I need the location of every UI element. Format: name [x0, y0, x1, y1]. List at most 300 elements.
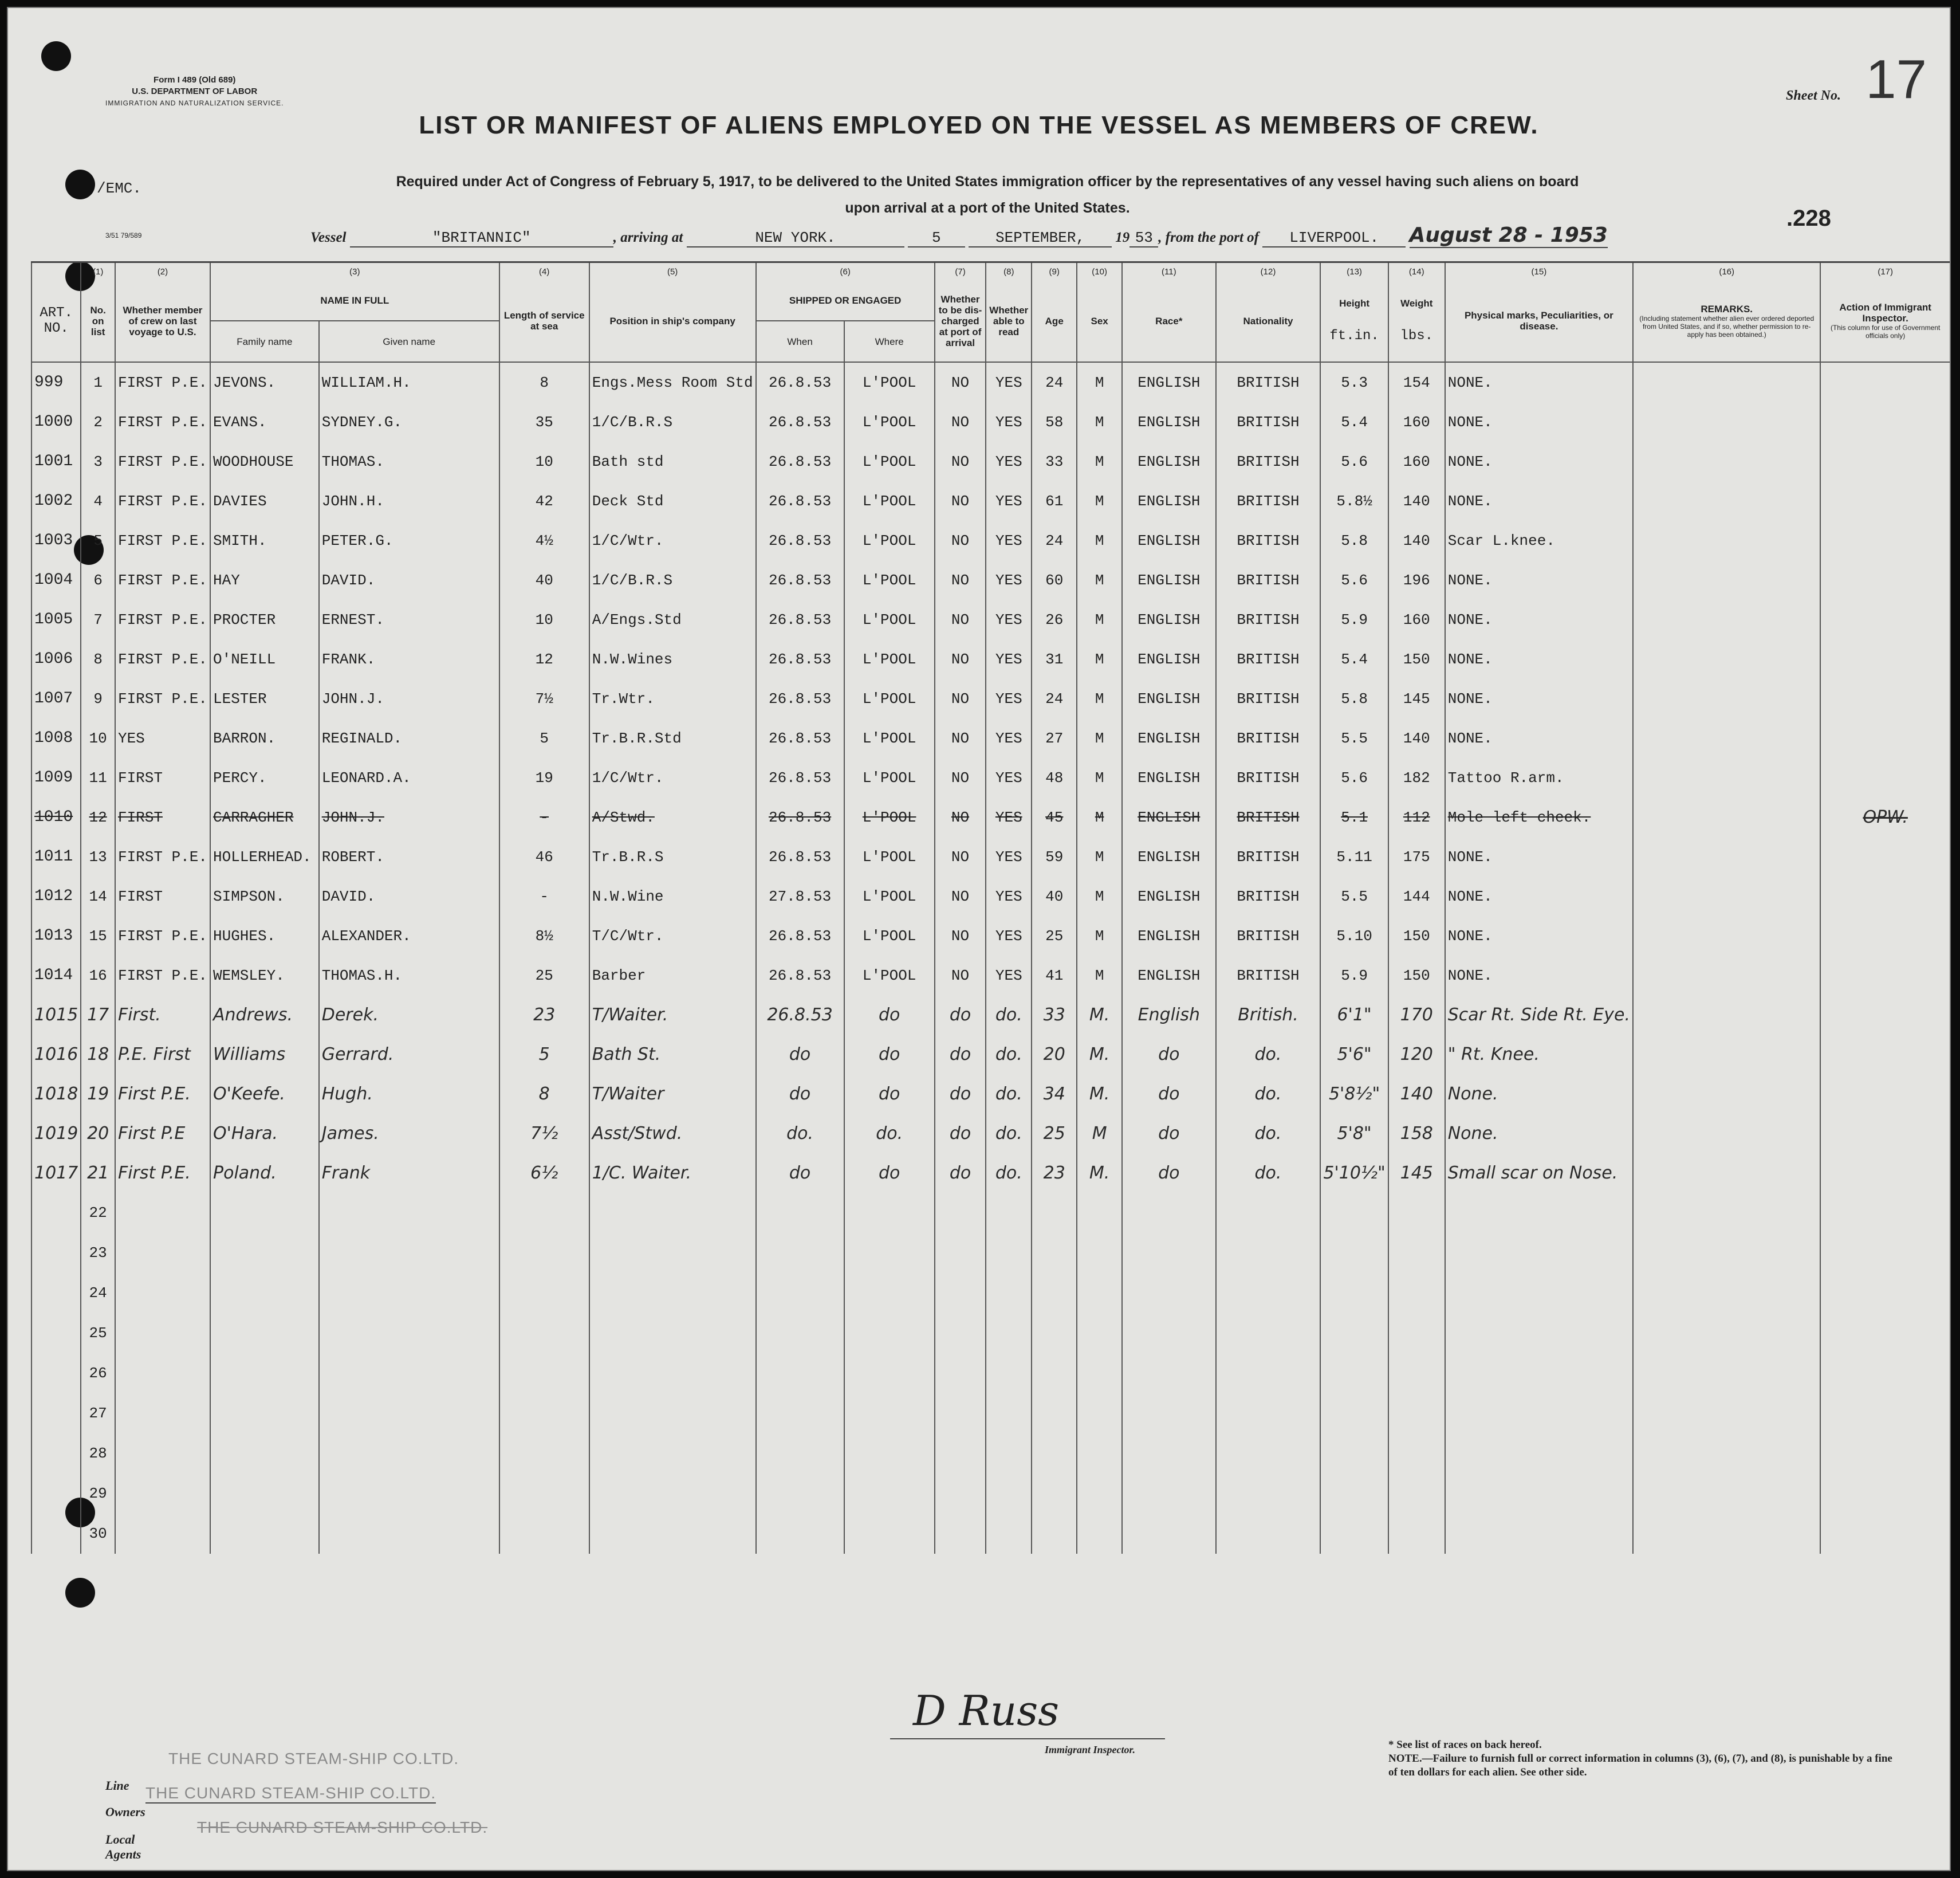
cell-shipped-where: do: [844, 1153, 935, 1193]
cell-empty: [1445, 1353, 1633, 1393]
cell-given-name: JOHN.H.: [319, 481, 499, 521]
cell-family-name: DAVIES: [210, 481, 319, 521]
owners-label: Owners: [105, 1805, 145, 1819]
cell-empty: [210, 1353, 319, 1393]
cell-weight: 145: [1388, 679, 1445, 718]
cell-empty: [1077, 1353, 1122, 1393]
cell-empty: [1388, 1474, 1445, 1514]
cell-race: do: [1122, 1074, 1216, 1114]
cell-empty: [1032, 1193, 1077, 1233]
header-remarks-label: REMARKS.: [1701, 303, 1753, 315]
cell-nationality: British.: [1216, 995, 1321, 1035]
cell-empty: [844, 1233, 935, 1273]
cell-given-name: Frank: [319, 1153, 499, 1193]
cell-race: ENGLISH: [1122, 718, 1216, 758]
cell-race: ENGLISH: [1122, 679, 1216, 718]
col-num-6: (6): [756, 262, 935, 281]
cell-age: 24: [1032, 679, 1077, 718]
cell-empty: [319, 1233, 499, 1273]
cell-action: [1820, 600, 1950, 639]
cell-given-name: James.: [319, 1114, 499, 1153]
cell-list-no: 3: [81, 442, 115, 481]
agents-stamp: THE CUNARD STEAM-SHIP CO.LTD.: [197, 1818, 488, 1836]
cell-family-name: LESTER: [210, 679, 319, 718]
table-row: [32, 718, 1950, 758]
cell-empty: [756, 1313, 844, 1353]
cell-list-no: 4: [81, 481, 115, 521]
header-age: Age: [1032, 280, 1077, 362]
cell-height: 5.3: [1320, 362, 1388, 402]
cell-race: ENGLISH: [1122, 560, 1216, 600]
cell-empty: [1633, 1313, 1820, 1353]
subtitle-line-2: upon arrival at a port of the United States.: [845, 200, 1130, 216]
cell-nationality: BRITISH: [1216, 956, 1321, 995]
cell-able-read: do.: [986, 1153, 1032, 1193]
cell-length-service: 10: [499, 442, 589, 481]
col-num-10: (10): [1077, 262, 1122, 281]
cell-empty: [32, 1353, 81, 1393]
cell-empty: [1320, 1393, 1388, 1433]
departure-port: LIVERPOOL.: [1262, 229, 1406, 247]
header-physical-marks: Physical marks, Peculiarities, or disease.: [1445, 280, 1633, 362]
cell-given-name: DAVID.: [319, 560, 499, 600]
cell-empty: [1320, 1193, 1388, 1233]
cell-sex: M.: [1077, 1153, 1122, 1193]
cell-empty: [1320, 1233, 1388, 1273]
table-row: [32, 877, 1950, 916]
cell-able-read: YES: [986, 877, 1032, 916]
cell-able-read: do.: [986, 1114, 1032, 1153]
cell-nationality: BRITISH: [1216, 521, 1321, 560]
cell-position: N.W.Wine: [589, 877, 756, 916]
cell-art-no: 1008: [32, 718, 81, 758]
cell-discharged: do: [935, 1035, 986, 1074]
cell-position: Engs.Mess Room Std: [589, 362, 756, 402]
cell-discharged: NO: [935, 402, 986, 442]
header-when: When: [756, 321, 844, 362]
cell-empty: [844, 1273, 935, 1313]
cell-empty: [1077, 1514, 1122, 1554]
form-identifier: [105, 74, 284, 109]
cell-empty: [1320, 1433, 1388, 1474]
cell-age: 23: [1032, 1153, 1077, 1193]
cell-shipped-where: L'POOL: [844, 481, 935, 521]
cell-shipped-where: L'POOL: [844, 797, 935, 837]
cell-nationality: BRITISH: [1216, 362, 1321, 402]
cell-list-no: 12: [81, 797, 115, 837]
cell-empty: [756, 1353, 844, 1393]
cell-empty: [1820, 1233, 1950, 1273]
col-num-14: (14): [1388, 262, 1445, 281]
cell-position: Barber: [589, 956, 756, 995]
cell-empty: [1445, 1273, 1633, 1313]
cell-height: 5'8": [1320, 1114, 1388, 1153]
cell-empty: [210, 1313, 319, 1353]
cell-shipped-where: L'POOL: [844, 639, 935, 679]
cell-empty: [115, 1233, 210, 1273]
cell-nationality: BRITISH: [1216, 402, 1321, 442]
cell-empty: [1633, 1474, 1820, 1514]
cell-empty: [32, 1514, 81, 1554]
cell-height: 5.8½: [1320, 481, 1388, 521]
cell-empty: [115, 1313, 210, 1353]
cell-able-read: YES: [986, 481, 1032, 521]
cell-position: Bath std: [589, 442, 756, 481]
cell-length-service: 7½: [499, 1114, 589, 1153]
weight-units: lbs.: [1400, 328, 1434, 344]
cell-sex: M: [1077, 481, 1122, 521]
cell-physical-marks: Scar Rt. Side Rt. Eye.: [1445, 995, 1633, 1035]
cell-able-read: do.: [986, 1035, 1032, 1074]
cell-empty: [935, 1273, 986, 1313]
cell-empty: [986, 1474, 1032, 1514]
cell-shipped-where: L'POOL: [844, 877, 935, 916]
table-row: [32, 481, 1950, 521]
cell-member-last-voyage: FIRST P.E.: [115, 679, 210, 718]
cell-art-no: 1017: [32, 1153, 81, 1193]
empty-row: [32, 1353, 1950, 1393]
cell-art-no: 1015: [32, 995, 81, 1035]
header-length-service: Length of service at sea: [499, 280, 589, 362]
cell-empty: [499, 1433, 589, 1474]
cell-remarks: [1633, 442, 1820, 481]
cell-nationality: do.: [1216, 1114, 1321, 1153]
cell-able-read: YES: [986, 639, 1032, 679]
cell-nationality: BRITISH: [1216, 797, 1321, 837]
cell-age: 60: [1032, 560, 1077, 600]
cell-art-no: 1016: [32, 1035, 81, 1074]
cell-list-no: 7: [81, 600, 115, 639]
cell-discharged: NO: [935, 837, 986, 877]
cell-sex: M: [1077, 837, 1122, 877]
cell-empty: [32, 1313, 81, 1353]
cell-able-read: YES: [986, 718, 1032, 758]
cell-list-no: 6: [81, 560, 115, 600]
fine-note: NOTE.—Failure to furnish full or correct information in columns (3), (6), (7), and (8), is punishable by a fine of ten dollars for each alien. See other side.: [1388, 1753, 1892, 1778]
cell-weight: 140: [1388, 481, 1445, 521]
vessel-name: "BRITANNIC": [350, 229, 613, 247]
cell-empty: [1122, 1353, 1216, 1393]
cell-empty: [1032, 1273, 1077, 1313]
cell-member-last-voyage: First P.E: [115, 1114, 210, 1153]
cell-empty: [1216, 1393, 1321, 1433]
cell-family-name: WOODHOUSE: [210, 442, 319, 481]
cell-able-read: YES: [986, 442, 1032, 481]
cell-discharged: NO: [935, 679, 986, 718]
cell-empty: [935, 1514, 986, 1554]
cell-length-service: 35: [499, 402, 589, 442]
cell-empty: [1820, 1353, 1950, 1393]
cell-family-name: WEMSLEY.: [210, 956, 319, 995]
cell-age: 41: [1032, 956, 1077, 995]
empty-row: [32, 1433, 1950, 1474]
cell-art-no: 1013: [32, 916, 81, 956]
cell-given-name: ERNEST.: [319, 600, 499, 639]
inspector-signature: D Russ: [913, 1687, 1060, 1735]
col-num-5: (5): [589, 262, 756, 281]
cell-length-service: 6½: [499, 1153, 589, 1193]
cell-empty: [1820, 1313, 1950, 1353]
cell-action: [1820, 442, 1950, 481]
empty-row: [32, 1233, 1950, 1273]
cell-physical-marks: Mole left cheek.: [1445, 797, 1633, 837]
cell-nationality: do.: [1216, 1035, 1321, 1074]
cell-weight: 175: [1388, 837, 1445, 877]
cell-sex: M: [1077, 362, 1122, 402]
arrival-day: 5: [908, 229, 965, 247]
cell-empty: [115, 1514, 210, 1554]
cell-physical-marks: NONE.: [1445, 718, 1633, 758]
cell-list-no: 21: [81, 1153, 115, 1193]
cell-nationality: do.: [1216, 1074, 1321, 1114]
header-action: [1820, 280, 1950, 362]
cell-member-last-voyage: FIRST P.E.: [115, 600, 210, 639]
cell-empty: [589, 1313, 756, 1353]
cell-race: do: [1122, 1153, 1216, 1193]
cell-position: Tr.B.R.S: [589, 837, 756, 877]
cell-race: do: [1122, 1035, 1216, 1074]
cell-action: [1820, 956, 1950, 995]
cell-shipped-when: 26.8.53: [756, 521, 844, 560]
header-family-name: Family name: [210, 321, 319, 362]
crew-manifest-table: [31, 261, 1950, 1554]
cell-family-name: Poland.: [210, 1153, 319, 1193]
cell-list-no: 10: [81, 718, 115, 758]
cell-shipped-when: 26.8.53: [756, 956, 844, 995]
height-units: ft.in.: [1329, 328, 1379, 344]
cell-empty: [210, 1433, 319, 1474]
cell-empty: [210, 1273, 319, 1313]
cell-sex: M: [1077, 718, 1122, 758]
cell-empty: [986, 1273, 1032, 1313]
cell-length-service: 23: [499, 995, 589, 1035]
cell-discharged: NO: [935, 797, 986, 837]
cell-weight: 140: [1388, 521, 1445, 560]
cell-weight: 182: [1388, 758, 1445, 797]
cell-empty: [1216, 1193, 1321, 1233]
table-row: [32, 837, 1950, 877]
cell-empty: [986, 1193, 1032, 1233]
cell-empty: [1032, 1474, 1077, 1514]
cell-height: 5.1: [1320, 797, 1388, 837]
cell-sex: M: [1077, 402, 1122, 442]
cell-able-read: do.: [986, 1074, 1032, 1114]
header-member-last-voyage: Whether member of crew on last voyage to U.S.: [115, 280, 210, 362]
empty-row: [32, 1393, 1950, 1433]
cell-empty: [986, 1233, 1032, 1273]
cell-remarks: [1633, 560, 1820, 600]
cell-given-name: REGINALD.: [319, 718, 499, 758]
cell-physical-marks: NONE.: [1445, 639, 1633, 679]
cell-given-name: THOMAS.H.: [319, 956, 499, 995]
cell-empty: [935, 1233, 986, 1273]
cell-empty: [986, 1393, 1032, 1433]
cell-empty: [115, 1474, 210, 1514]
cell-family-name: SMITH.: [210, 521, 319, 560]
cell-age: 40: [1032, 877, 1077, 916]
cell-discharged: NO: [935, 639, 986, 679]
cell-given-name: FRANK.: [319, 639, 499, 679]
cell-action: [1820, 995, 1950, 1035]
cell-list-no: 25: [81, 1313, 115, 1353]
cell-list-no: 15: [81, 916, 115, 956]
cell-age: 61: [1032, 481, 1077, 521]
cell-empty: [935, 1393, 986, 1433]
cell-art-no: 1003: [32, 521, 81, 560]
cell-action: [1820, 402, 1950, 442]
cell-empty: [1216, 1474, 1321, 1514]
cell-shipped-where: L'POOL: [844, 600, 935, 639]
cell-shipped-where: L'POOL: [844, 560, 935, 600]
cell-action: [1820, 1153, 1950, 1193]
cell-empty: [499, 1233, 589, 1273]
cell-empty: [756, 1193, 844, 1233]
cell-height: 5.5: [1320, 718, 1388, 758]
cell-physical-marks: NONE.: [1445, 481, 1633, 521]
cell-empty: [1122, 1273, 1216, 1313]
cell-empty: [1032, 1353, 1077, 1393]
cell-weight: 145: [1388, 1153, 1445, 1193]
cell-shipped-where: L'POOL: [844, 718, 935, 758]
cell-height: 5.4: [1320, 639, 1388, 679]
punch-hole: [65, 170, 95, 199]
cell-member-last-voyage: FIRST: [115, 758, 210, 797]
cell-shipped-when: do.: [756, 1114, 844, 1153]
cell-discharged: NO: [935, 442, 986, 481]
cell-length-service: -: [499, 797, 589, 837]
cell-empty: [499, 1474, 589, 1514]
cell-height: 5.8: [1320, 521, 1388, 560]
cell-race: ENGLISH: [1122, 600, 1216, 639]
cell-nationality: BRITISH: [1216, 639, 1321, 679]
cell-action: [1820, 481, 1950, 521]
cell-height: 5.4: [1320, 402, 1388, 442]
cell-empty: [589, 1193, 756, 1233]
cell-empty: [1633, 1233, 1820, 1273]
cell-action: [1820, 758, 1950, 797]
cell-age: 24: [1032, 521, 1077, 560]
cell-race: ENGLISH: [1122, 521, 1216, 560]
cell-empty: [115, 1273, 210, 1313]
cell-remarks: [1633, 956, 1820, 995]
cell-shipped-where: L'POOL: [844, 956, 935, 995]
table-row: [32, 402, 1950, 442]
cell-list-no: 26: [81, 1353, 115, 1393]
cell-empty: [935, 1313, 986, 1353]
cell-member-last-voyage: FIRST P.E.: [115, 481, 210, 521]
cell-empty: [589, 1393, 756, 1433]
cell-age: 48: [1032, 758, 1077, 797]
cell-given-name: ROBERT.: [319, 837, 499, 877]
cell-empty: [589, 1514, 756, 1554]
cell-race: ENGLISH: [1122, 481, 1216, 521]
cell-family-name: O'Keefe.: [210, 1074, 319, 1114]
cell-empty: [935, 1353, 986, 1393]
cell-list-no: 27: [81, 1393, 115, 1433]
cell-shipped-where: do.: [844, 1114, 935, 1153]
cell-age: 58: [1032, 402, 1077, 442]
cell-empty: [844, 1514, 935, 1554]
cell-weight: 196: [1388, 560, 1445, 600]
cell-physical-marks: None.: [1445, 1114, 1633, 1153]
cell-empty: [1445, 1193, 1633, 1233]
cell-race: ENGLISH: [1122, 442, 1216, 481]
cell-shipped-where: L'POOL: [844, 362, 935, 402]
cell-empty: [1633, 1353, 1820, 1393]
cell-family-name: PERCY.: [210, 758, 319, 797]
col-num-3: (3): [210, 262, 499, 281]
subtitle-line-1: Required under Act of Congress of February 5, 1917, to be delivered to the United States immigration officer by the representatives of any vessel having such aliens on board: [396, 174, 1579, 190]
cell-sex: M.: [1077, 1074, 1122, 1114]
cell-list-no: 13: [81, 837, 115, 877]
cell-height: 5'8½": [1320, 1074, 1388, 1114]
cell-remarks: [1633, 797, 1820, 837]
cell-physical-marks: NONE.: [1445, 837, 1633, 877]
cell-race: ENGLISH: [1122, 877, 1216, 916]
cell-remarks: [1633, 718, 1820, 758]
subtitle: [214, 168, 1761, 221]
cell-weight: 160: [1388, 600, 1445, 639]
cell-list-no: 5: [81, 521, 115, 560]
cell-length-service: 8½: [499, 916, 589, 956]
cell-empty: [319, 1393, 499, 1433]
cell-height: 5.5: [1320, 877, 1388, 916]
handwritten-date: August 28 - 1953: [1409, 223, 1608, 247]
cell-able-read: YES: [986, 600, 1032, 639]
cell-age: 33: [1032, 442, 1077, 481]
cell-empty: [844, 1193, 935, 1233]
cell-empty: [1077, 1474, 1122, 1514]
line-label: Line: [105, 1778, 129, 1793]
cell-weight: 160: [1388, 402, 1445, 442]
col-num-art: [32, 262, 81, 281]
cell-remarks: [1633, 1035, 1820, 1074]
cell-empty: [1077, 1273, 1122, 1313]
cell-list-no: 22: [81, 1193, 115, 1233]
cell-position: T/Waiter.: [589, 995, 756, 1035]
signature-line: [890, 1738, 1165, 1739]
cell-length-service: 7½: [499, 679, 589, 718]
cell-height: 5.6: [1320, 560, 1388, 600]
cell-shipped-when: 26.8.53: [756, 481, 844, 521]
cell-weight: 150: [1388, 639, 1445, 679]
cell-sex: M: [1077, 916, 1122, 956]
cell-length-service: 8: [499, 1074, 589, 1114]
cell-empty: [1633, 1273, 1820, 1313]
header-remarks: [1633, 280, 1820, 362]
cell-height: 5.9: [1320, 956, 1388, 995]
cell-race: do: [1122, 1114, 1216, 1153]
cell-empty: [1633, 1193, 1820, 1233]
cell-empty: [1820, 1433, 1950, 1474]
cell-position: Bath St.: [589, 1035, 756, 1074]
cell-sex: M.: [1077, 1035, 1122, 1074]
cell-action: [1820, 1114, 1950, 1153]
cell-empty: [986, 1433, 1032, 1474]
cell-empty: [1122, 1193, 1216, 1233]
cell-shipped-where: L'POOL: [844, 402, 935, 442]
cell-remarks: [1633, 362, 1820, 402]
table-row: [32, 1074, 1950, 1114]
cell-shipped-when: 26.8.53: [756, 639, 844, 679]
header-discharged: Whether to be dis-charged at port of arrival: [935, 280, 986, 362]
cell-weight: 150: [1388, 956, 1445, 995]
cell-given-name: JOHN.J.: [319, 797, 499, 837]
cell-discharged: NO: [935, 521, 986, 560]
form-number: Form I 489 (Old 689): [154, 75, 236, 85]
table-row: [32, 442, 1950, 481]
cell-sex: M: [1077, 1114, 1122, 1153]
